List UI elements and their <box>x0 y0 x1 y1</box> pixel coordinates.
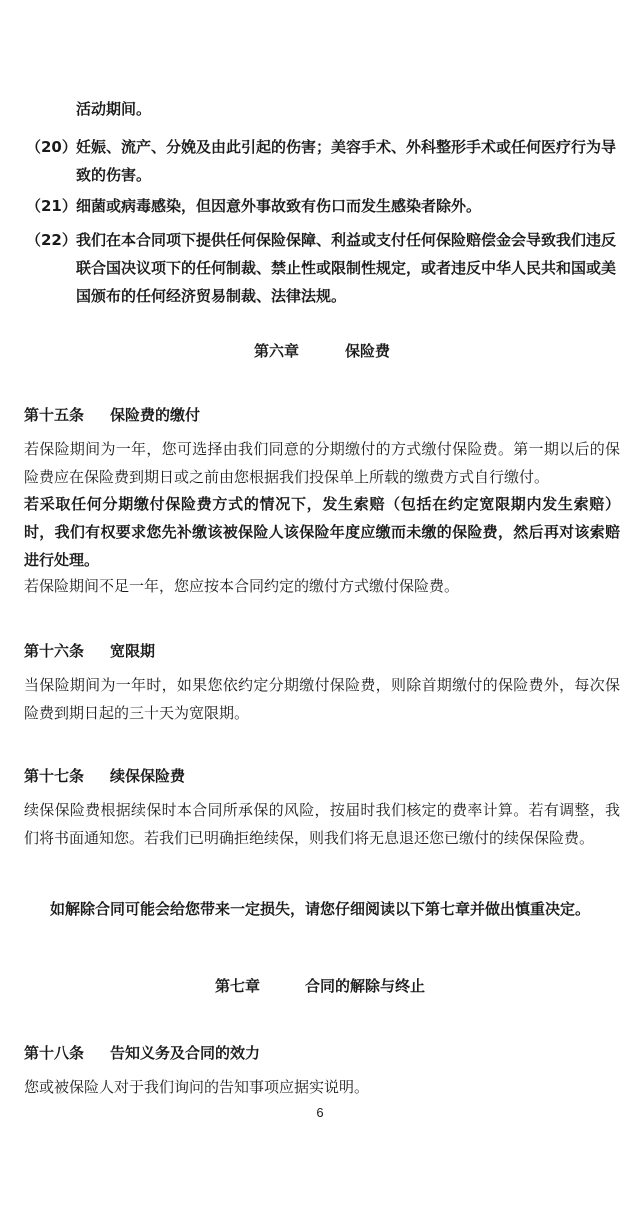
paragraph: 当保险期间为一年时，如果您依约定分期缴付保险费，则除首期缴付的保险费外，每次保险费到期日起的三十天为宽限期。 <box>24 676 620 722</box>
paragraph-emphasis: 若采取任何分期缴付保险费方式的情况下，发生索赔（包括在约定宽限期内发生索赔）时，我们有权要求您先补缴该被保险人该保险年度应缴而未缴的保险费，然后再对该索赔进行处理。 <box>24 495 620 569</box>
chapter-number: 第六章 <box>254 342 300 360</box>
article-title: 续保保险费 <box>110 767 186 785</box>
article-number: 第十七条 <box>24 767 85 785</box>
article-heading <box>24 765 185 787</box>
article-heading <box>24 1042 260 1064</box>
chapter-number: 第七章 <box>215 977 261 995</box>
article-title: 保险费的缴付 <box>110 406 201 424</box>
article-number: 第十五条 <box>24 406 85 424</box>
paragraph: 您或被保险人对于我们询问的告知事项应据实说明。 <box>24 1078 370 1096</box>
chapter-title: 保险费 <box>345 342 391 360</box>
article-title: 告知义务及合同的效力 <box>110 1044 261 1062</box>
paragraph: 续保保险费根据续保时本合同所承保的风险，按届时我们核定的费率计算。若有调整，我们将书面通知您。若我们已明确拒绝续保，则我们将无息退还您已缴付的续保保险费。 <box>24 801 620 847</box>
list-item-number: （22） <box>26 231 77 249</box>
list-item-number: （20） <box>26 138 77 156</box>
article-heading <box>24 404 200 426</box>
article-number: 第十六条 <box>24 642 85 660</box>
chapter-title: 合同的解除与终止 <box>305 977 426 995</box>
paragraph: 若保险期间不足一年，您应按本合同约定的缴付方式缴付保险费。 <box>24 577 460 595</box>
article-heading <box>24 640 155 662</box>
article-number: 第十八条 <box>24 1044 85 1062</box>
page-number: 6 <box>316 1105 324 1120</box>
list-item-text: 细菌或病毒感染，但因意外事故致有伤口而发生感染者除外。 <box>76 197 482 215</box>
warning-notice: 如解除合同可能会给您带来一定损失，请您仔细阅读以下第七章并做出慎重决定。 <box>49 900 590 918</box>
article-title: 宽限期 <box>110 642 156 660</box>
list-item-text: 妊娠、流产、分娩及由此引起的伤害；美容手术、外科整形手术或任何医疗行为导致的伤害。 <box>76 138 617 184</box>
list-item-text: 我们在本合同项下提供任何保险保障、利益或支付任何保险赔偿金会导致我们违反联合国决议项下的任何制裁、禁止性或限制性规定，或者违反中华人民共和国或美国颁布的任何经济贸易制裁、法律法规。 <box>76 231 617 305</box>
paragraph: 若保险期间为一年，您可选择由我们同意的分期缴付的方式缴付保险费。第一期以后的保险费应在保险费到期日或之前由您根据我们投保单上所载的缴费方式自行缴付。 <box>24 440 620 486</box>
list-item-number: （21） <box>26 197 77 215</box>
list-item-continuation: 活动期间。 <box>76 100 152 118</box>
